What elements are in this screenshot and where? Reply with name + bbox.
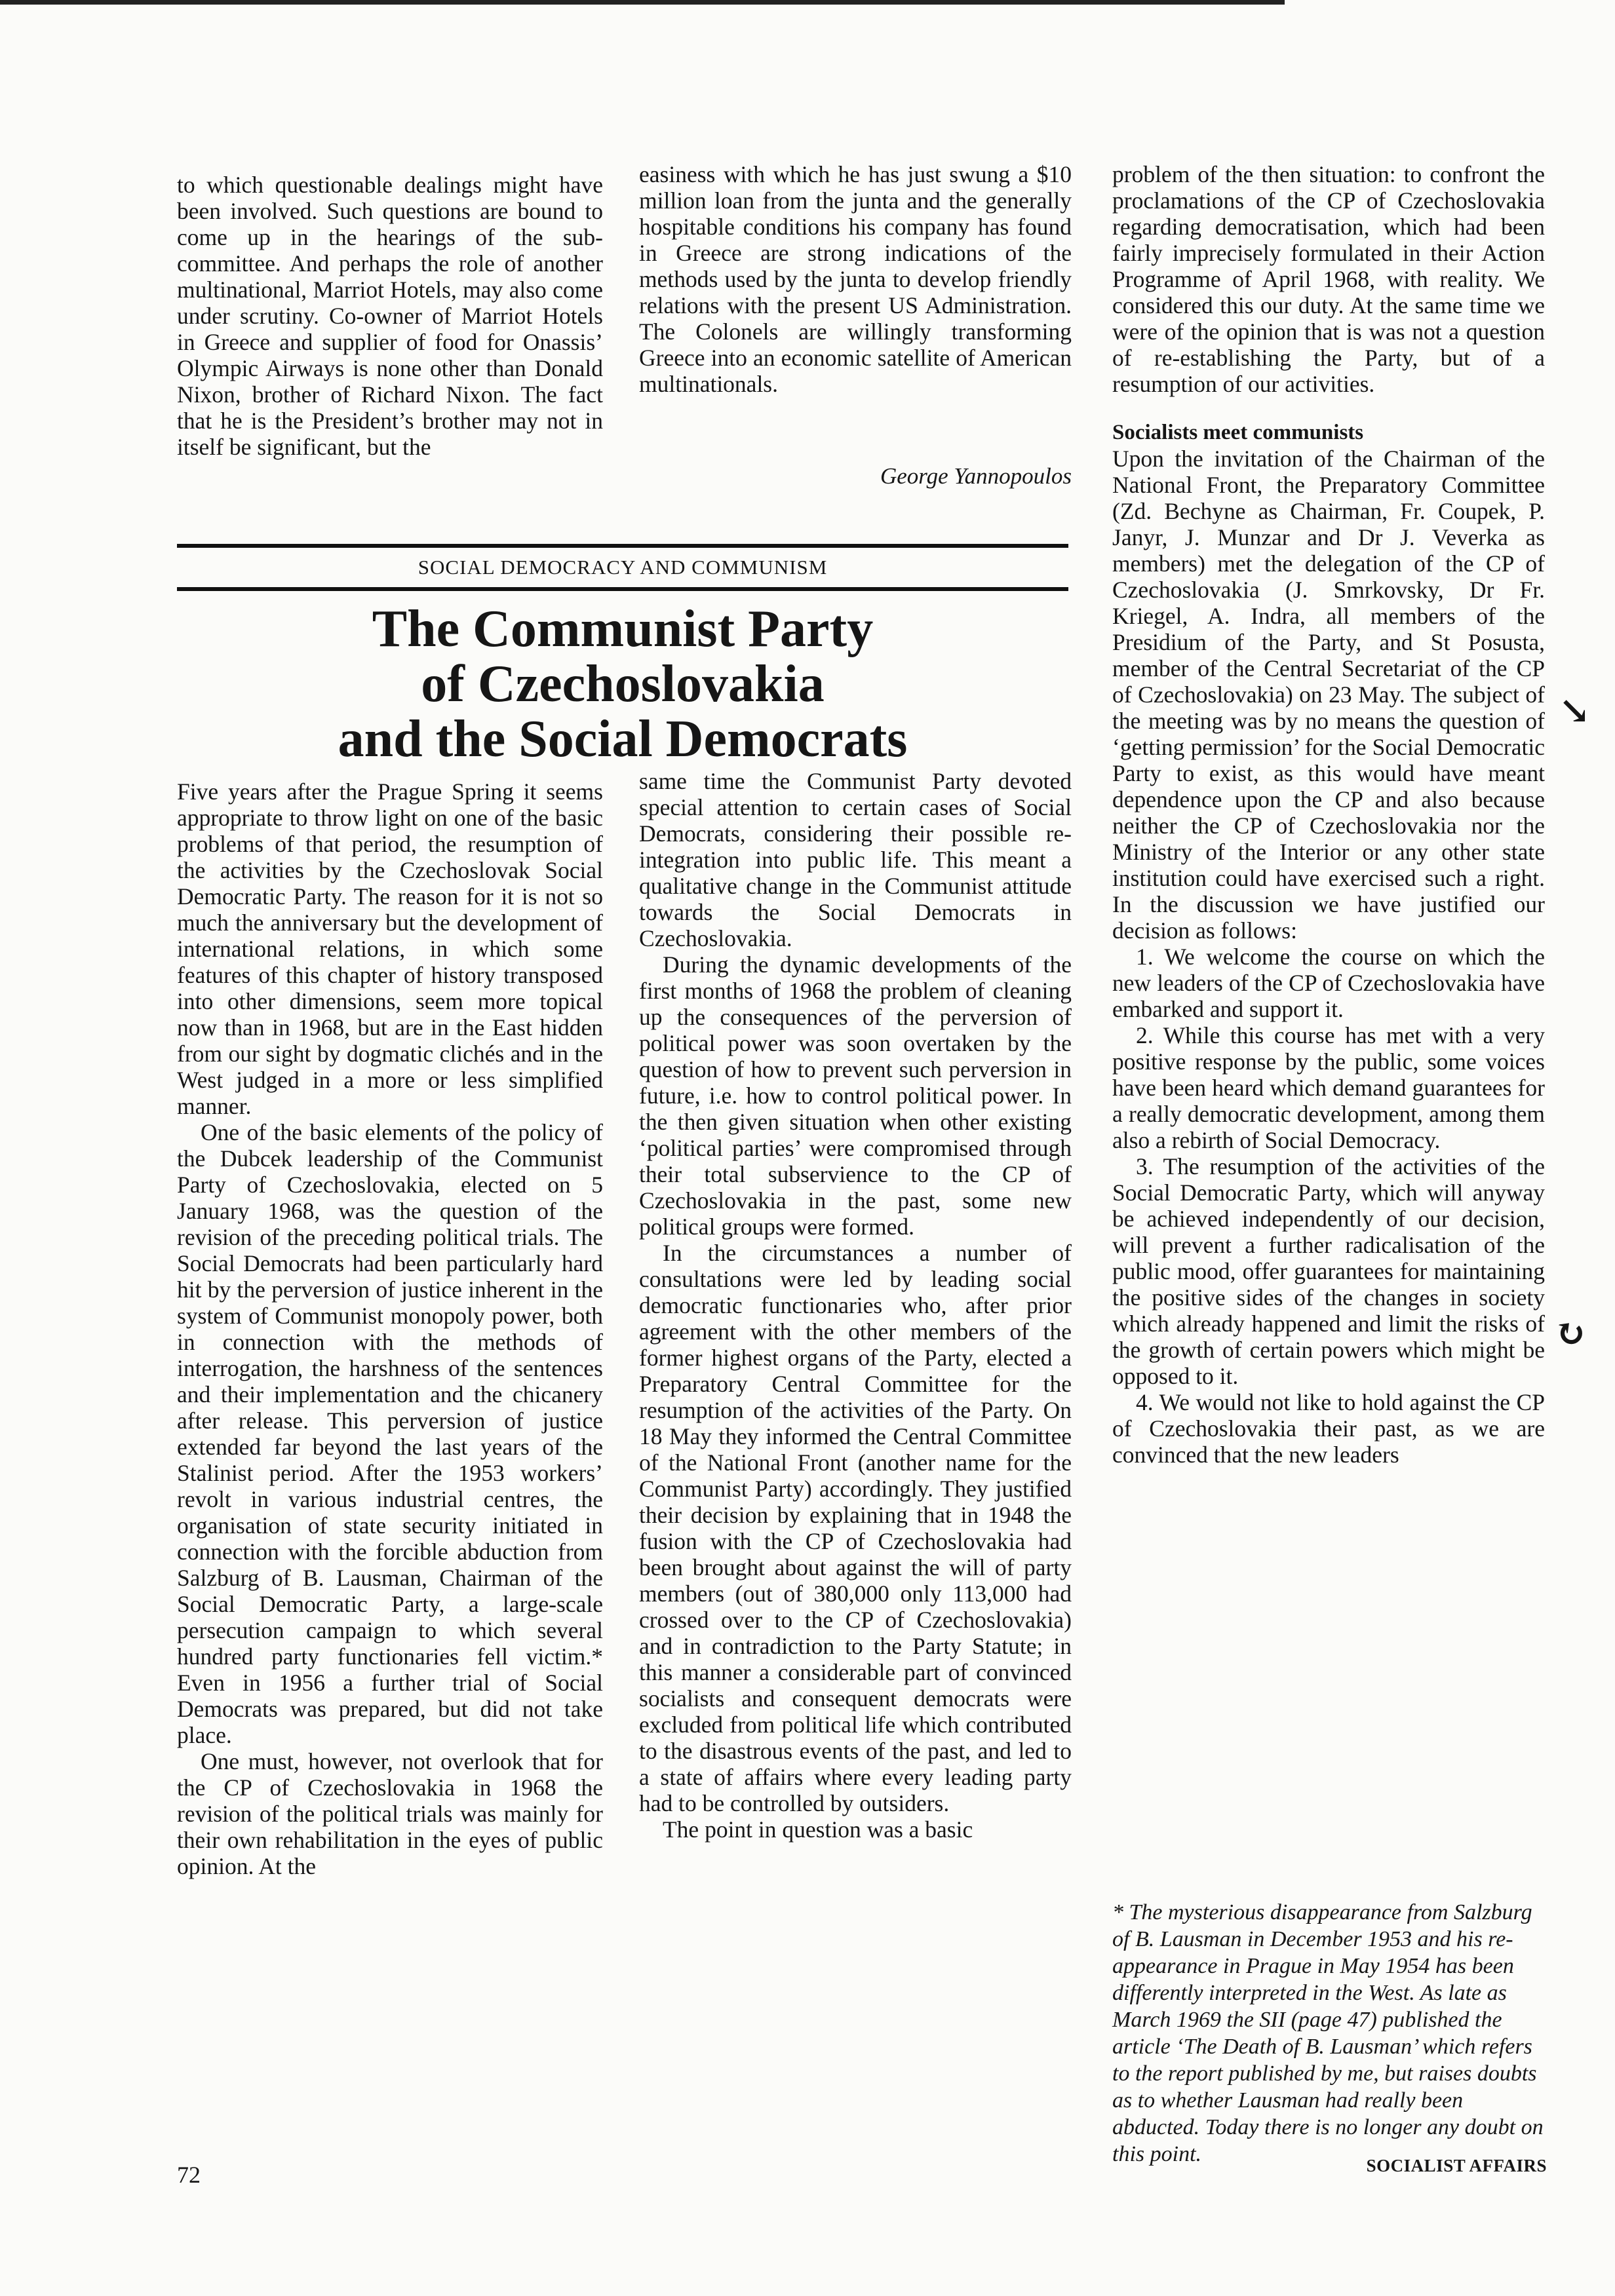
section-rule-bottom [177, 587, 1068, 591]
list-item: 4. We would not like to hold against the CP of Czechoslovakia their past, as we are convinced that the new leaders [1112, 1389, 1545, 1468]
paragraph: same time the Communist Party devoted special attention to certain cases of Social Democrats, considering their possible re-integration into public life. This meant a qualitative change in the Communist attitude towards the Social Democrats in Czechoslovakia. [639, 768, 1072, 951]
paragraph: Five years after the Prague Spring it seems appropriate to throw light on one of the basic problems of that period, the resumption of the activities by the Czechoslovak Social Democratic Party. The reason for it is not so much the anniversary but the development of international relations, in which some features of this chapter of history transposed into other dimensions, seem more topical now than in 1968, but are in the East hidden from our sight by dogmatic clichés and in the West judged in a more or less simplified manner. [177, 778, 603, 1119]
list-item: 2. While this course has met with a very positive response by the public, some voices have been heard which demand guarantees for a really democratic development, among them also a rebirth of Social Democracy. [1112, 1022, 1545, 1153]
paragraph: During the dynamic developments of the first months of 1968 the problem of cleaning up the consequences of the perversion of political power was soon overtaken by the question of how to prevent such perversion in future, i.e. how to control political power. In the then given situation when other existing ‘political parties’ were compromised through their total subservience to the CP of Czechoslovakia in the past, some new political groups were formed. [639, 951, 1072, 1240]
paragraph: One must, however, not overlook that for the CP of Czechoslovakia in 1968 the revision of the political trials was mainly for their own rehabilitation in the eyes of public opinion. At the [177, 1748, 603, 1879]
section-rule-top [177, 544, 1068, 548]
page-number: 72 [177, 2162, 201, 2188]
article-column-1 [177, 778, 603, 1879]
prev-article-text-2: easiness with which he has just swung a $10 million loan from the junta and the generally hospitable conditions his company has found in Greece are strong indications of the methods used by the junta to develop friendly relations with the present US Administration. The Colonels are willingly transforming Greece into an economic satellite of American multinationals. [639, 161, 1072, 397]
subheading: Socialists meet communists [1112, 421, 1364, 444]
prev-article-column-1 [177, 172, 603, 460]
paragraph: Upon the invitation of the Chairman of the National Front, the Preparatory Committee (Zd. Bechyne as Chairman, Fr. Coupek, P. Janyr, J. Munzar and Dr J. Veverka as members) met the delegation of the CP of Czechoslovakia (J. Smrkovsky, Dr Fr. Kriegel, A. Indra, all members of the Presidium of the Party, and St Posusta, member of the Central Secretariat of the CP of Czechoslovakia) on 23 May. The subject of the meeting was by no means the question of ‘getting permission’ for the Social Democratic Party to exist, as this would have meant dependence upon the CP and also because neither the CP of Czechoslovakia nor the Ministry of the Interior or any other state institution could have exercised such a right. In the discussion we have justified our decision as follows: [1112, 446, 1545, 944]
headline-line-1: The Communist Party [372, 600, 874, 658]
headline-line-2: of Czechoslovakia [421, 655, 825, 713]
prev-article-column-2 [639, 161, 1072, 397]
margin-mark-icon: ↘ [1559, 689, 1591, 732]
paragraph: In the circumstances a number of consultations were led by leading social democratic functionaries who, after prior agreement with the other members of the former highest organs of the Party, elected a Preparatory Central Committee for the resumption of the activities of the Party. On 18 May they informed the Central Committee of the National Front (another name for the Communist Party) accordingly. They justified their decision by explaining that in 1948 the fusion with the CP of Czechoslovakia had been brought about against the will of party members (out of 380,000 only 113,000 had crossed over to the CP of Czechoslovakia) and in contradiction to the Party Statute; in this manner a considerable part of convinced socialists and consequent democrats were excluded from political life which contributed to the disastrous events of the past, and led to a state of affairs where every leading party had to be controlled by outsiders. [639, 1240, 1072, 1816]
list-item: 3. The resumption of the activities of the Social Democratic Party, which will anyway be achieved independently of our decision, will prevent a further radicalisation of the public mood, offer guarantees for maintaining the positive sides of the changes in society which already happened and limit the risks of the growth of certain powers which might be opposed to it. [1112, 1153, 1545, 1389]
margin-mark-icon: ↻ [1555, 1312, 1587, 1354]
author-signature: George Yannopoulos [880, 463, 1072, 489]
prev-article-text-1: to which questionable dealings might have been involved. Such questions are bound to come up in the hearings of the sub-committee. And perhaps the role of another multinational, Marriot Hotels, may also come under scrutiny. Co-owner of Marriot Hotels in Greece and supplier of food for Onassis’ Olympic Airways is none other than Donald Nixon, brother of Richard Nixon. The fact that he is the President’s brother may not in itself be significant, but the [177, 172, 603, 460]
paragraph: problem of the then situation: to confront the proclamations of the CP of Czechoslovakia regarding democratisation, which had been fairly imprecisely formulated in their Action Programme of April 1968, with reality. We considered this our duty. At the same time we were of the opinion that is was not a question of re-establishing the Party, but of a resumption of our activities. [1112, 161, 1545, 397]
article-column-2 [639, 768, 1072, 1843]
article-headline [177, 602, 1068, 767]
footnote: * The mysterious disappearance from Salzburg of B. Lausman in December 1953 and his re-appearance in Prague in May 1954 has been differently interpreted in the West. As late as March 1969 the SII (page 47) published the article ‘The Death of B. Lausman’ which refers to the report published by me, but raises doubts as to whether Lausman had really been abducted. Today there is no longer any doubt on this point. [1112, 1900, 1544, 2166]
journal-name: SOCIALIST AFFAIRS [1366, 2156, 1547, 2175]
list-item: 1. We welcome the course on which the new leaders of the CP of Czechoslovakia have embarked and support it. [1112, 944, 1545, 1022]
headline-line-3: and the Social Democrats [338, 710, 908, 768]
article-column-3 [1112, 161, 1545, 1468]
paragraph: One of the basic elements of the policy of the Dubcek leadership of the Communist Party of Czechoslovakia, elected on 5 January 1968, was the question of the revision of the preceding political trials. The Social Democrats had been particularly hard hit by the perversion of justice inherent in the system of Communist monopoly power, both in connection with the methods of interrogation, the harshness of the sentences and their implementation and the chicanery after release. This perversion of justice extended far beyond the last years of the Stalinist period. After the 1953 workers’ revolt in various industrial centres, the organisation of state security initiated in connection with the forcible abduction from Salzburg of B. Lausman, Chairman of the Social Democratic Party, a large-scale persecution campaign to which several hundred party functionaries fell victim.* Even in 1956 a further trial of Social Democrats was prepared, but did not take place. [177, 1119, 603, 1748]
top-border-line [0, 0, 1285, 5]
section-label: SOCIAL DEMOCRACY AND COMMUNISM [418, 556, 828, 579]
paragraph: The point in question was a basic [663, 1816, 973, 1843]
